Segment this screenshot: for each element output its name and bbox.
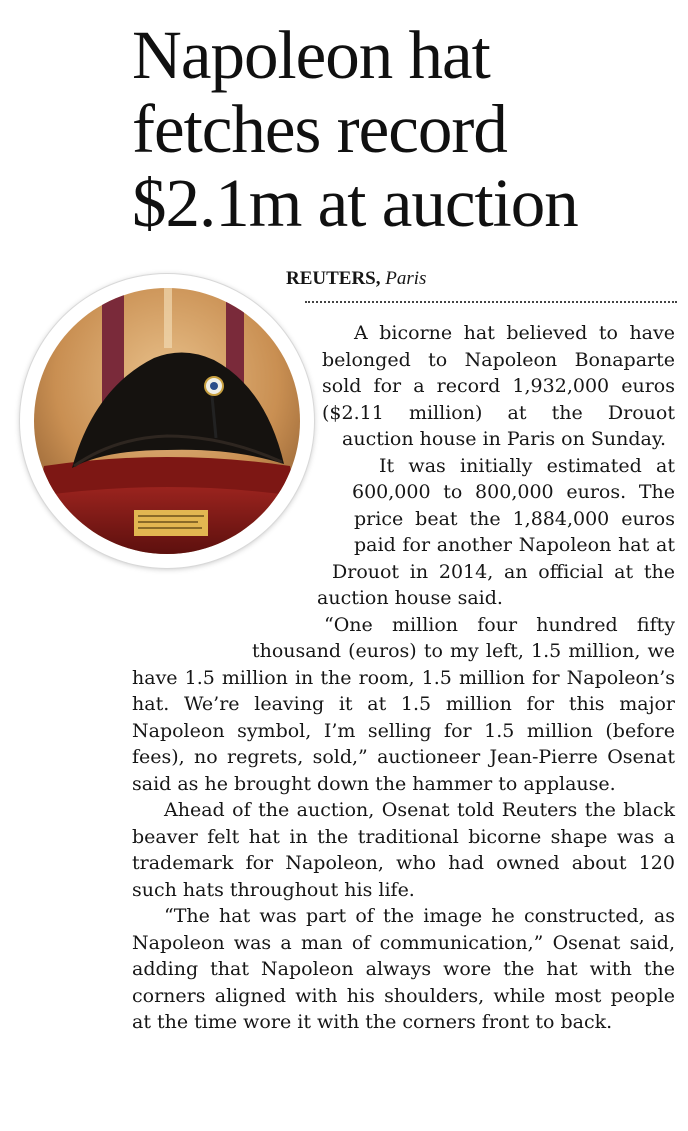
headline-line-3: $2.1m at auction xyxy=(132,165,578,241)
headline-line-1: Napoleon hat xyxy=(132,17,490,93)
byline-agency: REUTERS, xyxy=(286,268,381,289)
byline-place: Paris xyxy=(385,268,427,289)
byline xyxy=(286,268,426,290)
headline-line-2: fetches record xyxy=(132,91,507,167)
article-paragraph: “One million four hundred fifty thousand (euros) to my left, 1.5 million, we have 1.5 million in the room, 1.5 million for Napoleon’s hat. We’re leaving it at 1.5 million for this major Napoleon symbol, I’m selling for 1.5 million (before fees), no regrets, sold,” auctioneer Jean-Pierre Osenat said as he brought down the hammer to applause. xyxy=(132,613,675,795)
article-paragraph: It was initially estimated at 600,000 to 800,000 euros. The price beat the 1,884,000 euros paid for another Napoleon hat at Drouot in 2014, an official at the auction house said. xyxy=(317,454,675,609)
article-body xyxy=(132,320,675,1036)
photo-wrap-spacer xyxy=(132,320,322,452)
article-paragraph: Ahead of the auction, Osenat told Reuters the black beaver felt hat in the traditional bicorne shape was a trademark for Napoleon, who had owned about 120 such hats throughout his life. xyxy=(132,799,675,901)
headline xyxy=(132,18,672,240)
article-paragraph: A bicorne hat believed to have belonged to Napoleon Bonaparte sold for a record 1,932,000 euros ($2.11 million) at the Drouot auction house in Paris on Sunday. xyxy=(322,322,675,450)
article-paragraph: “The hat was part of the image he constructed, as Napoleon was a man of communication,” Osenat said, adding that Napoleon always wore the hat with the corners aligned with his shoulders, while most people at the time wore it with the corners front to back. xyxy=(132,905,675,1033)
byline-divider xyxy=(305,301,677,303)
